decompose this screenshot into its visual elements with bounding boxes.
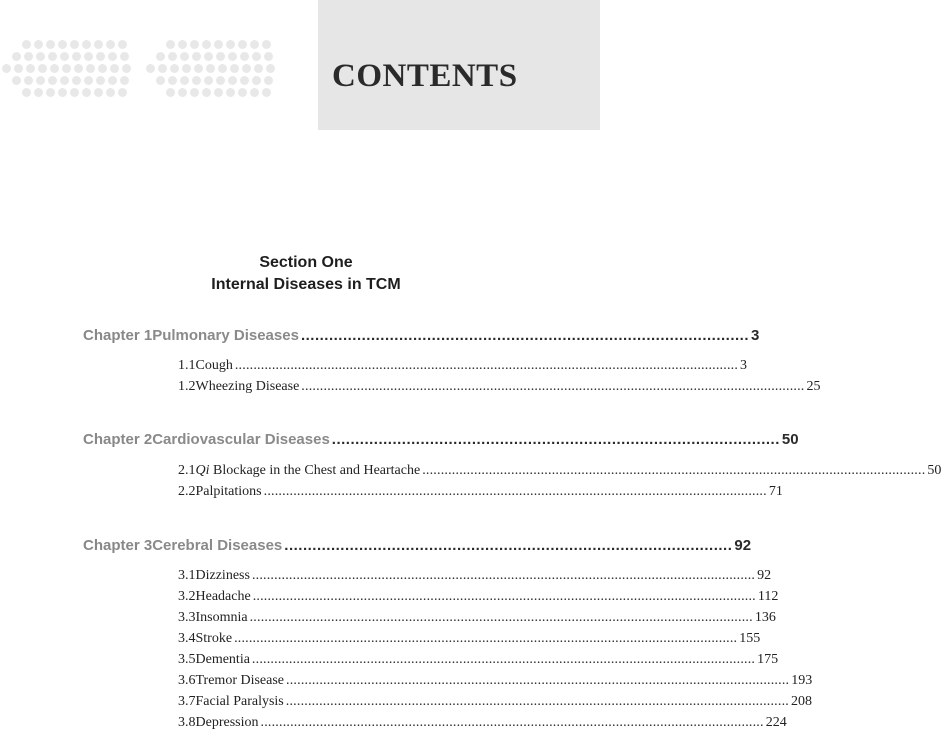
dot-leader: ........................................................................................................................................ <box>422 463 926 478</box>
entry-title: Dementia <box>195 652 250 667</box>
entry-page-number: 175 <box>757 652 779 667</box>
page-title: CONTENTS <box>332 58 518 94</box>
entry-page-number: 193 <box>791 673 813 688</box>
entry-page-number: 25 <box>806 379 821 394</box>
dot-leader: ........................................................................................................................................ <box>263 484 767 499</box>
entry-title: Insomnia <box>195 610 248 625</box>
entry-page-number: 3 <box>740 358 748 373</box>
dot-leader: ................................................................................................ <box>331 431 780 448</box>
entry-page-number: 208 <box>790 694 812 709</box>
entry-page-number: 155 <box>739 631 761 646</box>
entry-number: 3.2 <box>178 589 196 604</box>
toc-entry-2-2[interactable] <box>178 484 783 504</box>
entry-number: 3.6 <box>178 673 196 688</box>
entry-number: 2.1 <box>178 463 196 478</box>
entry-page-number: 224 <box>765 715 787 730</box>
chapter-label: Chapter 2 <box>83 431 153 448</box>
entry-number: 2.2 <box>178 484 196 499</box>
entry-number: 3.4 <box>178 631 196 646</box>
entry-title-rest: Blockage in the Chest and Heartache <box>209 463 421 478</box>
dot-leader: ........................................................................................................................................ <box>234 631 738 646</box>
entry-number: 3.3 <box>178 610 196 625</box>
chapter-page-number: 92 <box>734 537 752 554</box>
toc-entry-1-1[interactable] <box>178 358 748 378</box>
entry-number: 3.5 <box>178 652 196 667</box>
toc-chapter-2[interactable] <box>83 431 799 451</box>
chapter-title: Cardiovascular Diseases <box>152 431 330 448</box>
entry-page-number: 71 <box>768 484 783 499</box>
entry-page-number: 50 <box>927 463 941 478</box>
dot-leader: ................................................................................................ <box>284 537 733 554</box>
dot-leader: ........................................................................................................................................ <box>252 589 756 604</box>
toc-entry-3-5[interactable] <box>178 652 779 672</box>
entry-title: Cough <box>195 358 233 373</box>
entry-title: Dizziness <box>195 568 250 583</box>
entry-title: Depression <box>195 715 259 730</box>
chapter-page-number: 3 <box>751 327 760 344</box>
dot-leader: ........................................................................................................................................ <box>249 610 753 625</box>
toc-chapter-3[interactable] <box>83 537 752 557</box>
dot-leader: ........................................................................................................................................ <box>234 358 739 373</box>
entry-page-number: 112 <box>757 589 779 604</box>
entry-number: 3.7 <box>178 694 196 709</box>
dot-leader: ........................................................................................................................................ <box>285 694 789 709</box>
toc-entry-3-4[interactable] <box>178 631 761 651</box>
chapter-title: Pulmonary Diseases <box>152 327 299 344</box>
dot-leader: ................................................................................................ <box>300 327 750 344</box>
toc-chapter-1[interactable] <box>83 327 760 347</box>
entry-title <box>196 463 421 479</box>
chapter-label: Chapter 3 <box>83 537 153 554</box>
entry-title: Wheezing Disease <box>195 379 300 394</box>
toc-entry-3-6[interactable] <box>178 673 813 693</box>
entry-title: Tremor Disease <box>195 673 285 688</box>
toc-entry-3-2[interactable] <box>178 589 779 609</box>
entry-number: 3.8 <box>178 715 196 730</box>
entry-title: Stroke <box>195 631 233 646</box>
toc-entry-3-8[interactable] <box>178 715 787 735</box>
entry-number: 3.1 <box>178 568 196 583</box>
chapter-page-number: 50 <box>781 431 799 448</box>
dot-leader: ........................................................................................................................................ <box>251 652 756 667</box>
entry-page-number: 136 <box>754 610 776 625</box>
entry-page-number: 92 <box>757 568 772 583</box>
toc-entry-3-7[interactable] <box>178 694 812 714</box>
entry-title: Facial Paralysis <box>195 694 284 709</box>
entry-number: 1.2 <box>178 379 196 394</box>
entry-title: Palpitations <box>195 484 262 499</box>
toc-entry-1-2[interactable] <box>178 379 821 399</box>
dot-leader: ........................................................................................................................................ <box>251 568 756 583</box>
section-number-heading: Section One <box>259 254 353 271</box>
toc-entry-3-1[interactable] <box>178 568 772 588</box>
section-title-heading: Internal Diseases in TCM <box>211 276 401 293</box>
dot-leader: ........................................................................................................................................ <box>260 715 764 730</box>
toc-entry-2-1[interactable] <box>178 463 941 483</box>
chapter-label: Chapter 1 <box>83 327 153 344</box>
dot-leader: ........................................................................................................................................ <box>286 673 790 688</box>
dot-leader: ........................................................................................................................................ <box>301 379 805 394</box>
entry-title-italic: Qi <box>195 463 210 478</box>
entry-number: 1.1 <box>178 358 196 373</box>
chapter-title: Cerebral Diseases <box>152 537 283 554</box>
toc-entry-3-3[interactable] <box>178 610 776 630</box>
entry-title: Headache <box>195 589 251 604</box>
